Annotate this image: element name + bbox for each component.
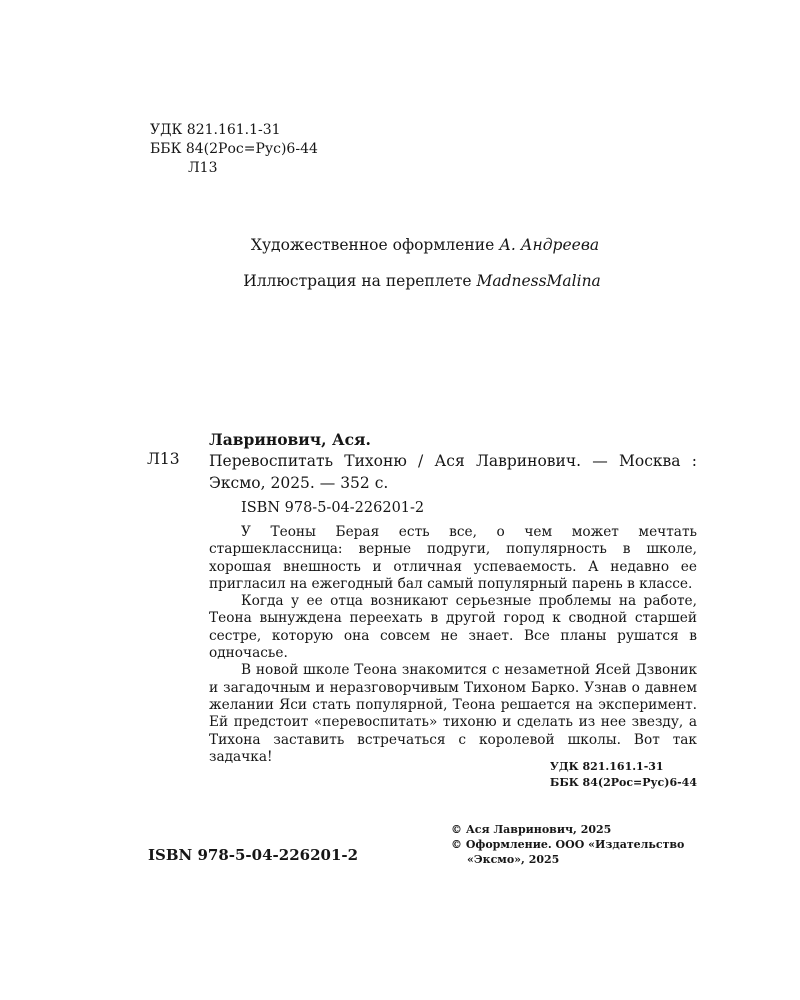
- footer-isbn: ISBN 978-5-04-226201-2: [148, 846, 359, 864]
- annotation-paragraph: В новой школе Теона знакомится с незаметной Ясей Дзвоник и загадочным и неразговорчивым Тихоном Барко. Узнав о давнем желании Яси стать популярной, Теона решается на эксперимент. Ей предстоит «перевоспитать» тихоню и сделать из нее звезду, а Тихона заставить встречаться с королевой школы. Вот так задачка!: [209, 662, 697, 765]
- annotation: [209, 524, 697, 766]
- design-credit: [25, 236, 800, 254]
- illustration-credit-name: MadnessMalina: [476, 272, 601, 290]
- author-mark: Л13: [188, 160, 218, 176]
- card-index-mark: Л13: [147, 450, 180, 468]
- copyright-author: © Ася Лавринович, 2025: [451, 823, 612, 836]
- annotation-udk: УДК 821.161.1-31: [549, 760, 664, 773]
- design-credit-name: А. Андреева: [499, 236, 600, 254]
- copyright-block: [451, 822, 751, 867]
- annotation-bbk: ББК 84(2Рос=Рус)6-44: [549, 776, 697, 789]
- classification-codes: [150, 121, 318, 178]
- annotation-paragraph: У Теоны Берая есть все, о чем может мечтать старшеклассница: верные подруги, популярность в школе, хорошая внешность и отличная успеваемость. А недавно ее пригласил на ежегодный бал самый популярный парень в классе.: [209, 524, 697, 592]
- card-author-heading: Лавринович, Ася.: [209, 430, 371, 449]
- design-credit-label: Художественное оформление: [250, 236, 495, 254]
- bbk-code: ББК 84(2Рос=Рус)6-44: [150, 141, 318, 157]
- card-isbn: ISBN 978-5-04-226201-2: [241, 500, 425, 516]
- copyright-design-cont: «Эксмо», 2025: [467, 853, 560, 866]
- copyright-design: © Оформление. ООО «Издательство: [451, 838, 685, 851]
- annotation-codes: [550, 759, 697, 791]
- card-title-line: Перевоспитать Тихоню / Ася Лавринович. — Москва : Эксмо, 2025. — 352 с.: [209, 452, 697, 492]
- annotation-paragraph: Когда у ее отца возникают серьезные проблемы на работе, Теона вынуждена переехать в другой город к сводной старшей сестре, которую она совсем не знает. Все планы рушатся в одночасье.: [209, 593, 697, 662]
- illustration-credit: [22, 272, 800, 290]
- udk-code: УДК 821.161.1-31: [150, 122, 281, 138]
- illustration-credit-label: Иллюстрация на переплете: [243, 272, 472, 290]
